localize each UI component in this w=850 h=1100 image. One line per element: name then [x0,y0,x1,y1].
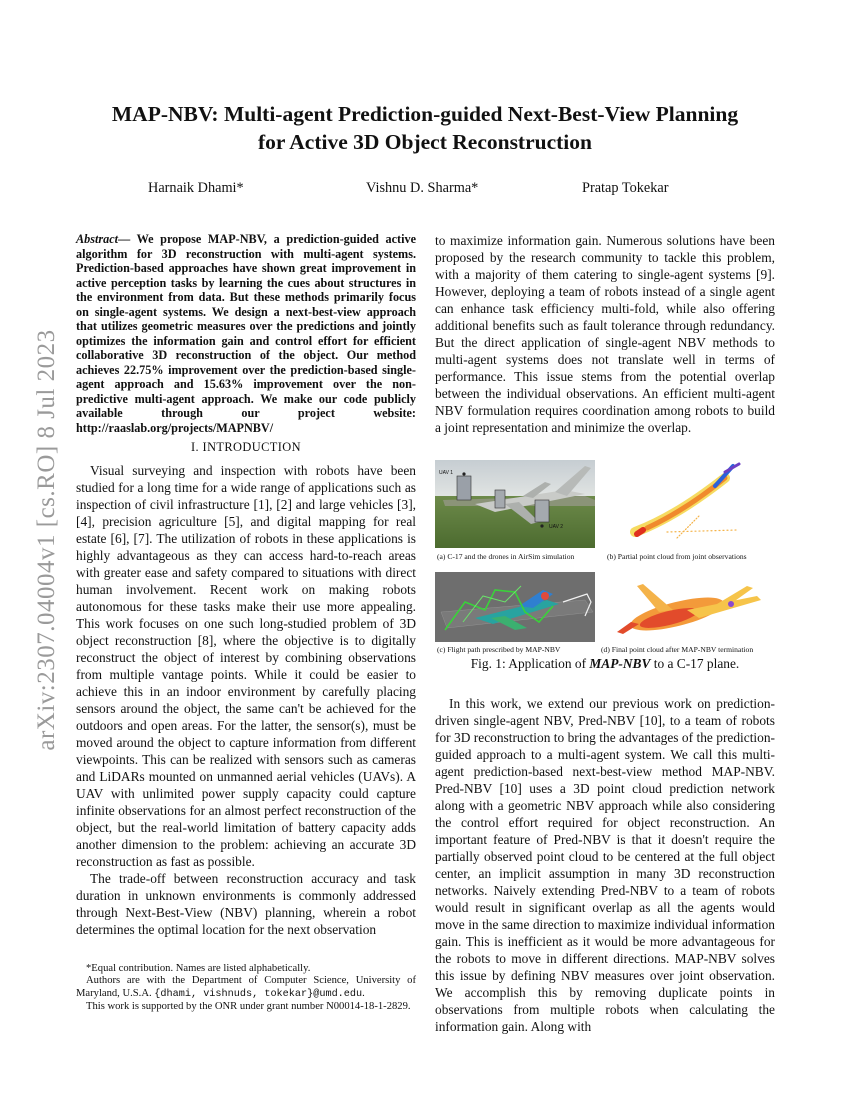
drone-label-uav-2: UAV 2 [549,524,564,530]
footnotes [76,963,416,1014]
paper-title [80,100,770,156]
intro-paragraph-1: Visual surveying and inspection with robots have been studied for a long time for a wide range of applications such as inspection of civil infrastructure [1], [2] and large vehicles [3], [4], precision agriculture [5], and digital mapping for real estate [6], [7]. The utilization of robots in these applications is highly advantageous as they can access hard-to-reach areas with greater ease and safety compared to situations with direct human involvement. Recent work on making robots autonomous for these tasks make their use more appealing. This work focuses on one such long-studied problem of 3D object reconstruction [8], where the objective is to digitally reconstruct the object of interest by combining observations from multiple vantage points. While it could be easier to achieve this in an indoor environment by carefully placing sensors around the object, the same can't be achieved for the outdoors and open areas. For the latter, the sensor(s), must be moved around the object to capture information from different viewpoints. This can be realized with sensors such as cameras and LiDARs mounted on unmanned aerial vehicles (UAVs). A UAV with unlimited power supply capacity could capture infinite observations for an almost perfect reconstruction of the object, but the real-world limitation of battery capacity adds another dimension to the problem: achieving an accurate 3D reconstruction as fast as possible. [76,463,416,869]
intro-paragraph-2: The trade-off between reconstruction accuracy and task duration in unknown environments is commonly addressed through Next-Best-View (NBV) planning, wherein a robot determines the optimal location for the next observation [76,871,416,937]
footnote-funding: This work is supported by the ONR under grant number N00014-18-1-2829. [86,1001,411,1013]
affiliation-end: . [362,987,365,999]
subcaption-a: (a) C-17 and the drones in AirSim simulation [437,552,575,561]
footnote-equal-contribution: *Equal contribution. Names are listed alphabetically. [86,963,311,974]
abstract [76,232,416,435]
subcaption-d: (d) Final point cloud after MAP-NBV termination [601,645,754,654]
right-paragraph-continued: to maximize information gain. Numerous solutions have been proposed by the research community to tackle this problem, with a majority of them catering to single-agent systems [9]. However, deploying a team of robots instead of a single agent can enhance task efficiency multi-fold, while also offering additional benefits such as fault tolerance through redundancy. But the direct application of single-agent NBV methods to multi-agent systems does not translate well in terms of performance. This issue stems from the potential overlap between the individual observations. An efficient multi-agent NBV formulation requires coordination among robots to build a joint representation and minimize the overlap. [435,233,775,435]
right-column-continuation [435,232,775,436]
drone-label-uav-1: UAV 1 [439,470,454,476]
caption-suffix: to a C-17 plane. [650,656,740,671]
subcaption-c: (c) Flight path prescribed by MAP-NBV [437,645,561,654]
footnote-affiliation [76,975,416,1001]
introduction-body [76,462,416,938]
right-paragraph-main: In this work, we extend our previous work on prediction-driven single-agent NBV, Pred-NBV [10], to a team of robots for 3D reconstruction to bring the advantages of the prediction-guided approach to a multi-agent system. We call this multi-agent prediction-based next-best-view method MAP-NBV. Pred-NBV [10] uses a 3D point cloud prediction network along with a geometric NBV approach while also considering the control effort required for object reconstruction. An important feature of Pred-NBV is that it doesn't require the partially observed point cloud to be centered at the full object center, an implicit assumption in many 3D reconstruction networks. Naively extending Pred-NBV to a team of robots would result in significant overlap as all the agents would move in the same direction to maximize individual information gain. This is inefficient as it would be more advantageous for the robots to move in different directions. MAP-NBV solves this issue by defining NBV measures over joint observation. We accomplish this by removing duplicate points in observations from multiple robots when calculating the information gain. Along with [435,696,775,1034]
author-1: Harnaik Dhami* [148,180,244,196]
figure-1-caption [435,656,775,672]
figure-panel-a-simulation-image [435,460,595,548]
figure-panel-c-flight-path [435,572,595,642]
author-2: Vishnu D. Sharma* [366,180,479,196]
right-column-body [435,695,775,1035]
subcaption-b: (b) Partial point cloud from joint observations [607,552,747,561]
caption-method: MAP-NBV [589,656,651,671]
author-emails: {dhami, vishnuds, tokekar}@umd.edu [154,988,363,1000]
affiliation-text: Authors are with the Department of Computer Science, University of Maryland, U.S.A. [76,975,416,999]
author-3: Pratap Tokekar [582,180,669,196]
abstract-text: — We propose MAP-NBV, a prediction-guided active algorithm for 3D reconstruction with multi-agent systems. Prediction-based approaches have shown great improvement in active perception tasks by learning the cues about structures in the environment from data. But these methods primarily focus on single-agent systems. We design a next-best-view approach that utilizes geometric measures over the predictions and jointly optimizes the information gain and control effort for efficient collaborative 3D reconstruction of the object. Our method achieves 22.75% improvement over the prediction-based single-agent approach and 15.63% improvement over the non-predictive multi-agent approach. We make our code publicly available through our project website: http://raaslab.org/projects/MAPNBV/ [76,232,416,435]
arxiv-identifier-text: arXiv:2307.04004v1 [cs.RO] 8 Jul 2023 [33,329,60,751]
figure-panel-b-partial-point-cloud [607,460,775,548]
abstract-label: Abstract [76,232,118,246]
section-heading-introduction: I. INTRODUCTION [191,440,301,454]
figure-panel-d-final-point-cloud [607,572,775,642]
caption-prefix: Fig. 1: Application of [470,656,590,671]
title-line-1: MAP-NBV: Multi-agent Prediction-guided Next-Best-View Planning [111,102,739,126]
title-line-2: for Active 3D Object Reconstruction [258,130,592,154]
arxiv-identifier-stamp [22,300,72,780]
figure-1 [435,460,775,675]
